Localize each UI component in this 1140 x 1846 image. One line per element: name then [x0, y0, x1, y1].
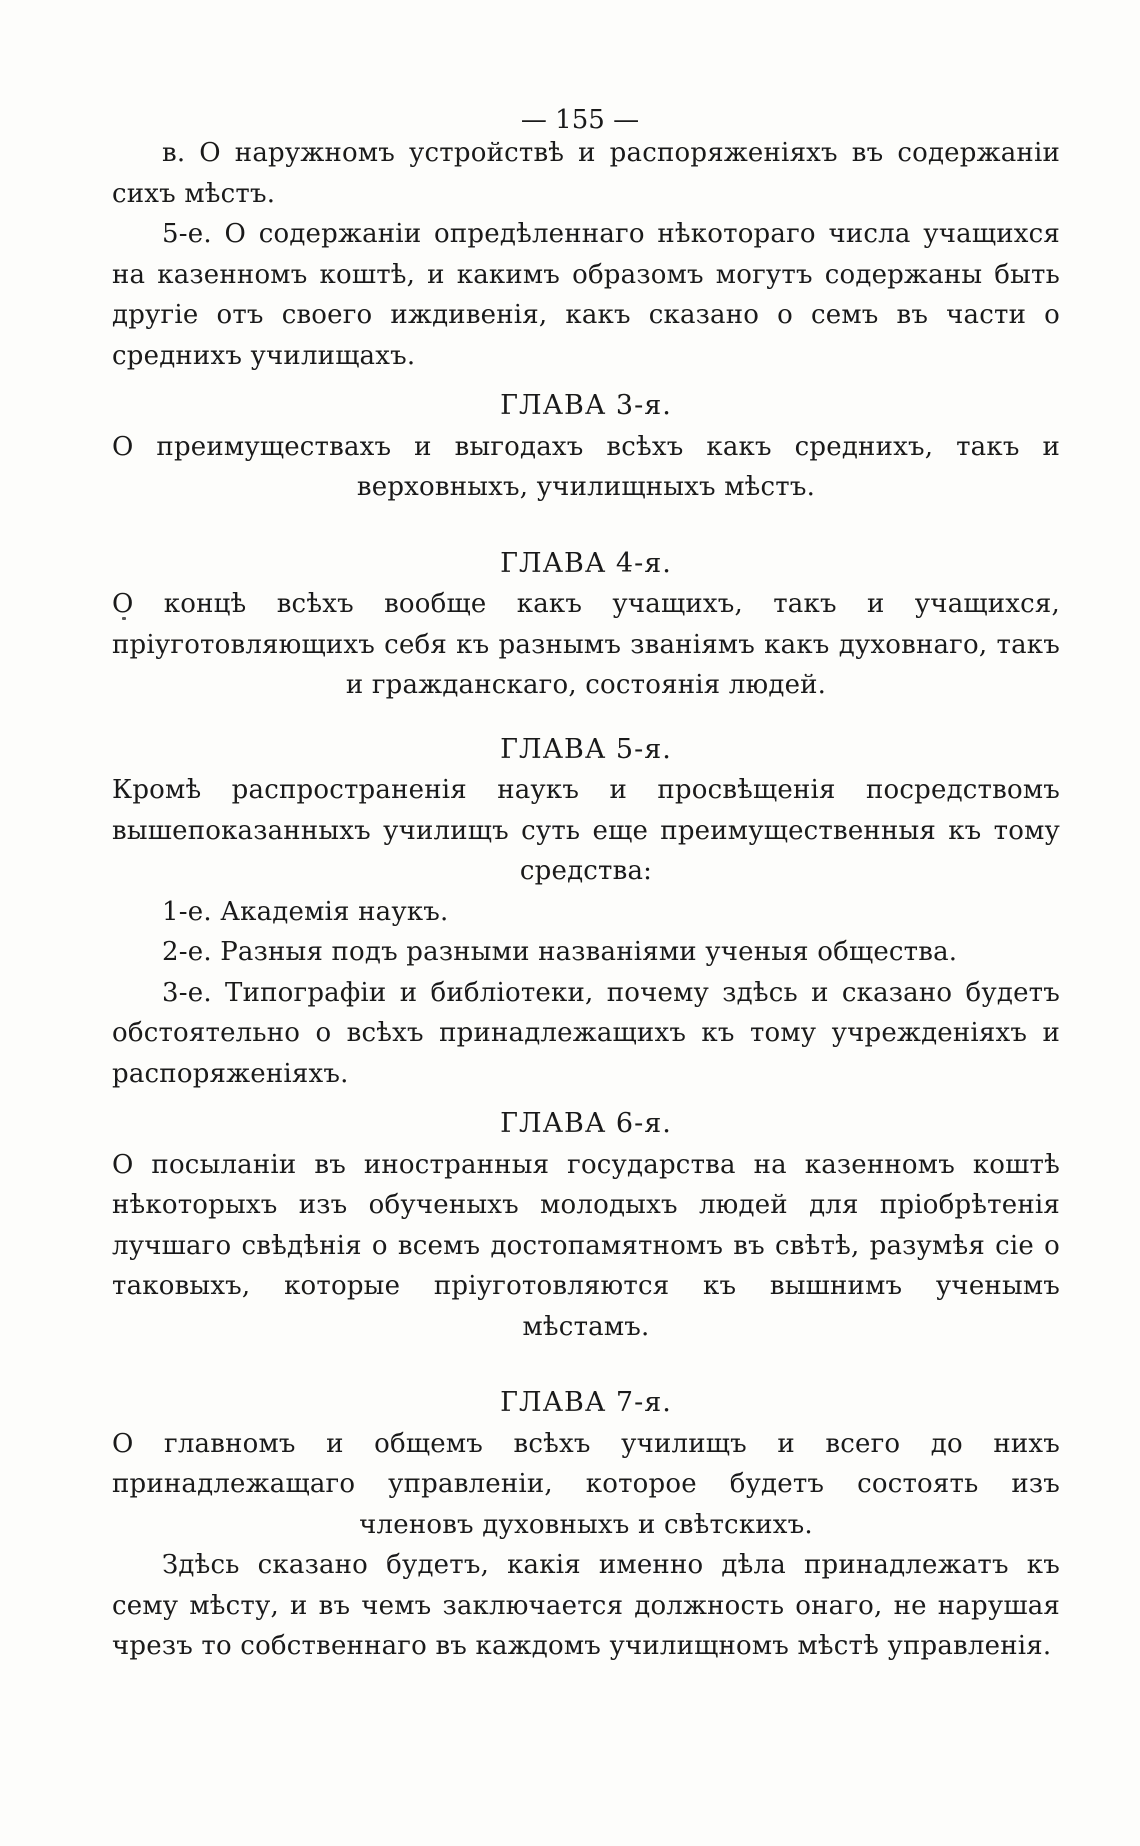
chapter-5-item-1: 1-е. Академія наукъ. — [162, 896, 449, 927]
page-text — [112, 133, 1060, 1667]
chapter-5-heading: ГЛАВА 5-я. — [500, 733, 672, 765]
paragraph-v: в. О наружномъ устройствѣ и распоряженіяхъ въ содержаніи сихъ мѣстъ. — [112, 138, 1060, 209]
chapter-6-text: О посыланіи въ иностранныя государства на казенномъ коштѣ нѣкоторыхъ изъ обученыхъ молодыхъ людей для пріобрѣтенія лучшаго свѣдѣнія о всемъ достопамятномъ въ свѣтѣ, разумѣя сіе о таковыхъ, которые пріуготовляются къ вышнимъ ученымъ мѣстамъ. — [112, 1149, 1060, 1342]
chapter-7-text: О главномъ и общемъ всѣхъ училищъ и всего до нихъ принадлежащаго управленіи, которое будетъ состоять изъ членовъ духовныхъ и свѣтскихъ. — [112, 1428, 1060, 1540]
chapter-7-heading: ГЛАВА 7-я. — [500, 1387, 672, 1418]
chapter-5-item-2: 2-е. Разныя подъ разными названіями ученыя общества. — [162, 937, 958, 967]
chapter-3-heading: ГЛАВА 3-я. — [500, 390, 672, 421]
page-number: — 155 — — [520, 105, 640, 135]
chapter-5-item-3: 3-е. Типографіи и библіотеки, почему здѣсь и сказано будетъ обстоятельно о всѣхъ принадлежащихъ къ тому учрежденіяхъ и распоряженіяхъ. — [112, 977, 1060, 1089]
chapter-5-text: Кромѣ распространенія наукъ и просвѣщенія посредствомъ вышепоказанныхъ училищъ суть еще преимущественныя къ тому средства: — [112, 775, 1060, 886]
chapter-4-text: О концѣ всѣхъ вообще какъ учащихъ, такъ и учащихся, пріуготовляющихъ себя къ разнымъ званіямъ какъ духовнаго, такъ и гражданскаго, состоянія людей. — [112, 589, 1060, 700]
paragraph-5e: 5-е. О содержаніи опредѣленнаго нѣкотораго числа учащихся на казенномъ коштѣ, и какимъ образомъ могутъ содержаны быть другіе отъ своего иждивенія, какъ сказано о семъ въ части о среднихъ училищахъ. — [112, 219, 1060, 371]
chapter-3-text: О преимуществахъ и выгодахъ всѣхъ какъ среднихъ, такъ и верховныхъ, училищныхъ мѣстъ. — [112, 431, 1060, 502]
chapter-6-heading: ГЛАВА 6-я. — [500, 1108, 672, 1139]
chapter-7-closing-paragraph: Здѣсь сказано будетъ, какія именно дѣла принадлежатъ къ сему мѣсту, и въ чемъ заключается должность онаго, не нарушая чрезъ то собственнаго въ каждомъ училищномъ мѣстѣ управленія. — [112, 1550, 1060, 1661]
chapter-4-heading: ГЛАВА 4-я. — [500, 547, 672, 579]
